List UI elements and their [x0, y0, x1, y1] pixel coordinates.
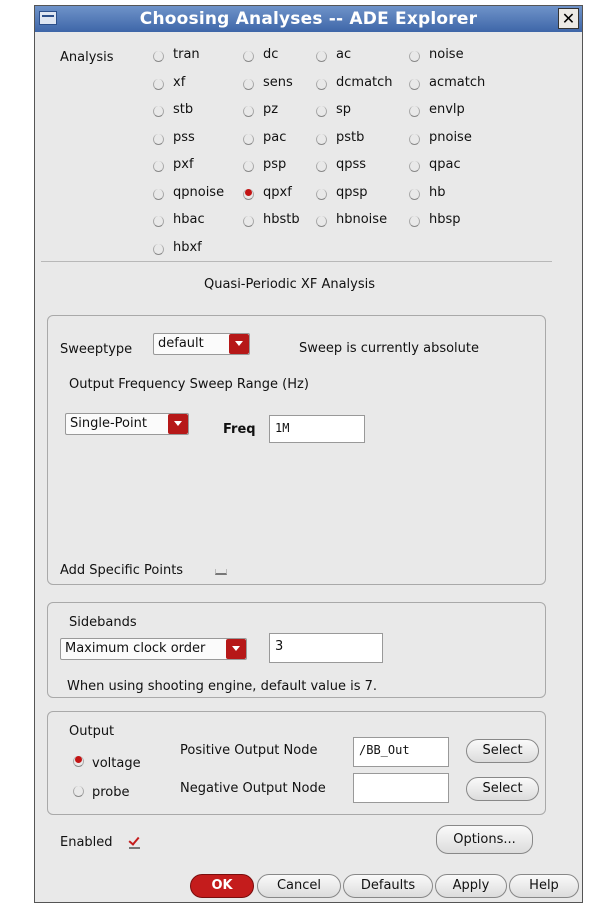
analysis-option-label: hbstb — [263, 212, 300, 227]
analysis-radio-sp[interactable] — [316, 106, 327, 117]
sweep-range-dropdown[interactable] — [65, 413, 189, 435]
analysis-radio-pxf[interactable] — [153, 161, 164, 172]
analysis-option-label: hbac — [173, 212, 205, 227]
analysis-option-label: dc — [263, 47, 279, 62]
analysis-radio-psp[interactable] — [243, 161, 254, 172]
chevron-down-icon — [226, 639, 246, 659]
defaults-button[interactable]: Defaults — [343, 874, 433, 898]
section-title: Quasi-Periodic XF Analysis — [203, 277, 376, 292]
analysis-radio-qpss[interactable] — [316, 161, 327, 172]
voltage-radio[interactable] — [73, 756, 84, 767]
analysis-option-label: pz — [263, 102, 279, 117]
analysis-option-label: envlp — [429, 102, 465, 117]
analysis-radio-tran[interactable] — [153, 51, 164, 62]
analysis-option-label: hbnoise — [336, 212, 388, 227]
analysis-label: Analysis — [60, 50, 114, 65]
analysis-option-label: xf — [173, 74, 186, 90]
choosing-analyses-dialog — [34, 5, 583, 903]
analysis-option-label: dcmatch — [336, 74, 393, 90]
title-bar[interactable] — [35, 6, 582, 32]
freq-label: Freq — [223, 422, 256, 437]
analysis-option-label: pnoise — [429, 129, 472, 145]
enabled-label: Enabled — [60, 835, 113, 850]
analysis-radio-pnoise[interactable] — [409, 134, 420, 145]
close-icon[interactable]: ✕ — [558, 8, 579, 29]
analysis-radio-xf[interactable] — [153, 79, 164, 90]
analysis-radio-qpxf[interactable] — [243, 189, 254, 200]
add-points-label: Add Specific Points — [60, 563, 184, 578]
analysis-option-label: qpsp — [336, 184, 368, 200]
analysis-radio-pac[interactable] — [243, 134, 254, 145]
analysis-radio-sens[interactable] — [243, 79, 254, 90]
select-negative-button[interactable]: Select — [466, 777, 539, 801]
analysis-radio-noise[interactable] — [409, 51, 420, 62]
analysis-radio-hbxf[interactable] — [153, 244, 164, 255]
enabled-checkbox[interactable] — [129, 836, 140, 847]
sidebands-note: When using shooting engine, default value is 7. — [67, 679, 378, 694]
analysis-option-label: pxf — [173, 157, 194, 172]
analysis-option-label: ac — [336, 47, 352, 62]
analysis-radio-pz[interactable] — [243, 106, 254, 117]
freq-input[interactable]: 1M — [269, 415, 365, 443]
sweeptype-value: default — [158, 336, 204, 351]
ok-button[interactable]: OK — [190, 874, 254, 898]
analysis-radio-hbac[interactable] — [153, 216, 164, 227]
sidebands-value-input[interactable]: 3 — [269, 633, 383, 663]
analysis-option-label: hbsp — [429, 212, 461, 227]
select-positive-button[interactable]: Select — [466, 739, 539, 763]
analysis-option-label: tran — [173, 47, 200, 62]
analysis-radio-dc[interactable] — [243, 51, 254, 62]
chevron-down-icon — [168, 414, 188, 434]
analysis-radio-hb[interactable] — [409, 189, 420, 200]
options-button[interactable]: Options... — [436, 825, 533, 854]
analysis-option-label: acmatch — [429, 74, 486, 90]
analysis-radio-pss[interactable] — [153, 134, 164, 145]
analysis-option-label: qpnoise — [173, 184, 225, 200]
probe-label: probe — [92, 785, 130, 800]
analysis-option-label: hb — [429, 184, 446, 200]
divider — [41, 261, 552, 262]
analysis-option-label: hbxf — [173, 239, 202, 255]
analysis-radio-hbstb[interactable] — [243, 216, 254, 227]
analysis-option-label: pstb — [336, 129, 365, 145]
analysis-option-label: pss — [173, 129, 195, 145]
sweep-range-value: Single-Point — [70, 416, 147, 431]
probe-radio[interactable] — [73, 786, 84, 797]
analysis-radio-stb[interactable] — [153, 106, 164, 117]
sidebands-label: Sidebands — [69, 615, 137, 630]
cancel-button[interactable]: Cancel — [257, 874, 341, 898]
sidebands-mode-dropdown[interactable] — [60, 638, 247, 660]
analysis-option-label: stb — [173, 102, 194, 117]
analysis-radio-envlp[interactable] — [409, 106, 420, 117]
apply-button[interactable]: Apply — [435, 874, 507, 898]
analysis-radio-qpnoise[interactable] — [153, 189, 164, 200]
analysis-radio-qpac[interactable] — [409, 161, 420, 172]
sweeptype-dropdown[interactable] — [153, 333, 250, 355]
sweep-range-label: Output Frequency Sweep Range (Hz) — [69, 377, 309, 392]
help-button[interactable]: Help — [509, 874, 579, 898]
sidebands-mode-value: Maximum clock order — [65, 641, 206, 656]
negative-node-label: Negative Output Node — [180, 781, 326, 796]
output-label: Output — [69, 724, 115, 739]
analysis-radio-hbsp[interactable] — [409, 216, 420, 227]
analysis-radio-qpsp[interactable] — [316, 189, 327, 200]
analysis-option-label: noise — [429, 47, 464, 62]
positive-node-input[interactable]: /BB_Out — [353, 737, 449, 767]
analysis-radio-pstb[interactable] — [316, 134, 327, 145]
analysis-option-label: sens — [263, 74, 293, 90]
analysis-radio-dcmatch[interactable] — [316, 79, 327, 90]
chevron-down-icon — [229, 334, 249, 354]
negative-node-input[interactable] — [353, 773, 449, 803]
analysis-option-label: psp — [263, 157, 287, 172]
analysis-option-label: pac — [263, 129, 287, 145]
analysis-radio-acmatch[interactable] — [409, 79, 420, 90]
add-points-checkbox[interactable] — [215, 569, 227, 575]
analysis-radio-hbnoise[interactable] — [316, 216, 327, 227]
analysis-option-label: sp — [336, 102, 352, 117]
analysis-option-label: qpac — [429, 157, 461, 172]
positive-node-label: Positive Output Node — [180, 743, 318, 758]
sweep-status: Sweep is currently absolute — [299, 341, 480, 356]
sweeptype-label: Sweeptype — [60, 342, 133, 357]
window-title: Choosing Analyses -- ADE Explorer — [139, 9, 478, 29]
voltage-label: voltage — [92, 756, 141, 771]
analysis-option-label: qpss — [336, 157, 367, 172]
analysis-option-label: qpxf — [263, 184, 292, 200]
analysis-radio-ac[interactable] — [316, 51, 327, 62]
